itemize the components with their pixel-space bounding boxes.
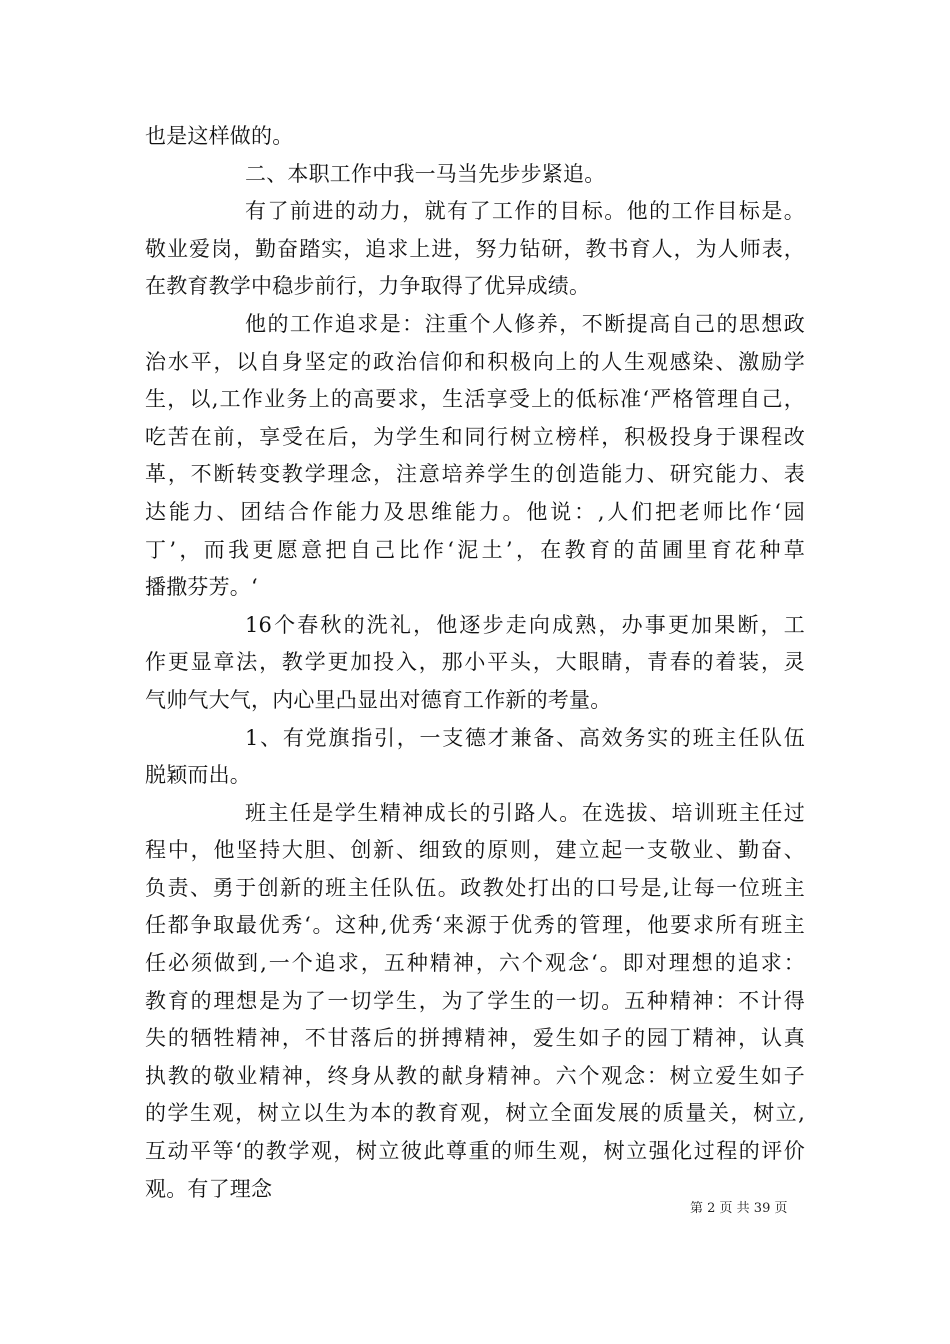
text-line: 1、有党旗指引，一支德才兼备、高效务实的班主任队伍 [245,725,805,750]
text-line: 程中，他坚持大胆、创新、细致的原则，建立起一支敬业、勤奋、 [145,838,805,863]
text-line: 吃苦在前，享受在后，为学生和同行树立榜样，积极投身于课程改 [145,424,805,449]
text-line: 执教的敬业精神，终身从教的献身精神。六个观念：树立爱生如子 [145,1063,805,1088]
text-line: 有了前进的动力，就有了工作的目标。他的工作目标是。 [245,199,805,224]
text-line: 达能力、团结合作能力及思维能力。他说：,人们把老师比作‘园 [145,499,805,524]
text-line: 16个春秋的洗礼，他逐步走向成熟，办事更加果断，工 [245,612,805,637]
text-line: 革，不断转变教学理念，注意培养学生的创造能力、研究能力、表 [145,462,805,487]
text-line: 二、本职工作中我一马当先步步紧追。 [245,161,606,186]
text-line: 观。有了理念 [145,1176,273,1201]
text-line: 也是这样做的。 [145,124,294,148]
text-line: 互动平等‘的教学观，树立彼此尊重的师生观，树立强化过程的评价 [145,1139,805,1164]
text-line: 在教育教学中稳步前行，力争取得了优异成绩。 [145,274,591,299]
text-line: 治水平，以自身坚定的政治信仰和积极向上的人生观感染、激励学 [145,349,805,374]
text-line: 负责、勇于创新的班主任队伍。政教处打出的口号是,让每一位班主 [145,875,805,900]
text-line: 他的工作追求是：注重个人修养，不断提高自己的思想政 [245,311,805,336]
body-text [145,118,805,1208]
text-line: 任必须做到,一个追求，五种精神，六个观念‘。即对理想的追求： [145,951,805,976]
text-line: 班主任是学生精神成长的引路人。在选拔、培训班主任过 [245,800,805,825]
text-line: 播撒芬芳。‘ [145,575,258,600]
text-line: 教育的理想是为了一切学生，为了学生的一切。五种精神：不计得 [145,988,805,1013]
text-line: 敬业爱岗，勤奋踏实，追求上进，努力钻研，教书育人，为人师表， [145,236,805,261]
text-line: 气帅气大气，内心里凸显出对德育工作新的考量。 [145,687,612,712]
text-line: 失的牺牲精神，不甘落后的拼搏精神，爱生如子的园丁精神，认真 [145,1026,805,1051]
text-line: 作更显章法，教学更加投入，那小平头，大眼睛，青春的着装，灵 [145,650,805,675]
text-line: 生，以,工作业务上的高要求，生活享受上的低标准‘严格管理自己， [145,387,805,412]
text-line: 任都争取最优秀‘。这种,优秀‘来源于优秀的管理，他要求所有班主 [145,913,805,938]
text-line: 脱颖而出。 [145,763,251,788]
text-line: 丁’，而我更愿意把自己比作‘泥土’，在教育的苗圃里育花种草 [145,537,805,562]
text-line: 的学生观，树立以生为本的教育观，树立全面发展的质量关，树立, [145,1101,805,1126]
page-number: 第 2 页 共 39 页 [690,1201,788,1216]
